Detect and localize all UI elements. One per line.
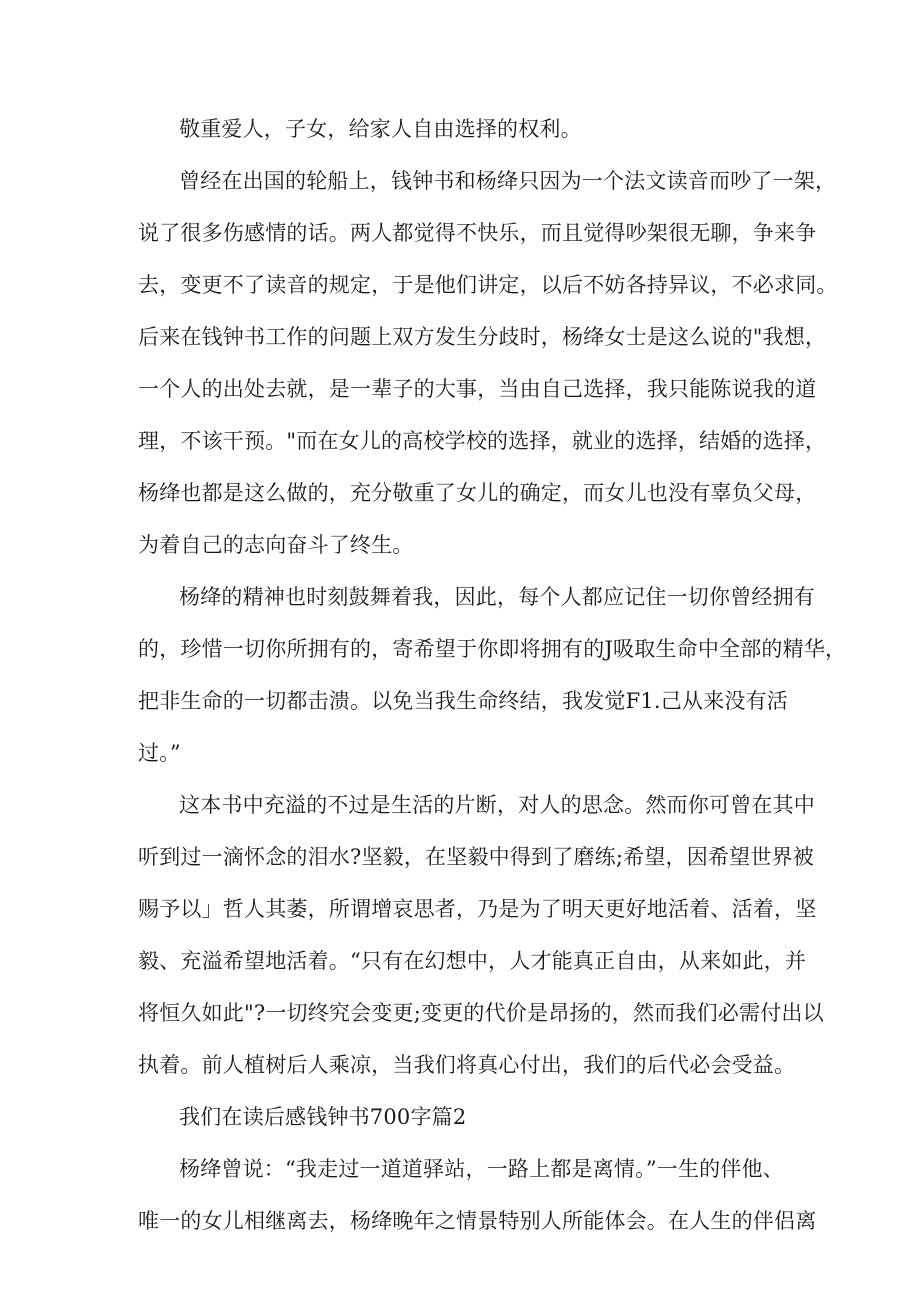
section-heading: 我们在读后感钱钟书700字篇2	[179, 1105, 467, 1129]
text-line: 杨绛曾说：“我走过一道道驿站，一路上都是离情。”一生的伴他、	[179, 1157, 784, 1181]
text-line: 理，不该干预。"而在女儿的高校学校的选择，就业的选择，结婚的选择，	[138, 429, 827, 453]
text-line: 杨绛的精神也时刻鼓舞着我，因此，每个人都应记住一切你曾经拥有	[179, 585, 815, 609]
text-line: 后来在钱钟书工作的问题上双方发生分歧时，杨绛女士是这么说的"我想，	[138, 325, 827, 349]
text-line: 过。”	[138, 741, 181, 765]
text-line: 听到过一滴怀念的泪水?坚毅，在坚毅中得到了磨练;希望，因希望世界被	[138, 845, 814, 869]
text-line: 说了很多伤感情的话。两人都觉得不快乐，而且觉得吵架很无聊，争来争	[138, 221, 817, 245]
text-line: 毅、充溢希望地活着。“只有在幻想中，人才能真正自由，从来如此，并	[138, 949, 807, 973]
text-line: 执着。前人植树后人乘凉，当我们将真心付出，我们的后代必会受益。	[138, 1053, 796, 1077]
text-line: 这本书中充溢的不过是生活的片断，对人的思念。然而你可曾在其中	[179, 793, 815, 817]
text-line: 的，珍惜一切你所拥有的，寄希望于你即将拥有的J吸取生命中全部的精华，	[138, 637, 847, 661]
text-line: 赐予以」哲人其萎，所谓增哀思者，乃是为了明天更好地活着、活着，坚	[138, 897, 817, 921]
text-line: 杨绛也都是这么做的，充分敬重了女儿的确定，而女儿也没有辜负父母，	[138, 481, 817, 505]
text-line: 曾经在出国的轮船上，钱钟书和杨绛只因为一个法文读音而吵了一架，	[179, 169, 837, 193]
text-line: 敬重爱人，子女，给家人自由选择的权利。	[179, 117, 582, 141]
text-line: 去，变更不了读音的规定，于是他们讲定，以后不妨各持异议，不必求同。	[138, 273, 838, 297]
text-line: 为着自己的志向奋斗了终生。	[138, 533, 414, 557]
text-line: 唯一的女儿相继离去，杨绛晚年之情景特别人所能体会。在人生的伴侣离	[138, 1209, 817, 1233]
text-line: 将恒久如此"?一切终究会变更;变更的代价是昂扬的，然而我们必需付出以	[138, 1001, 824, 1025]
text-line: 一个人的出处去就，是一辈子的大事，当由自己选择，我只能陈说我的道	[138, 377, 817, 401]
text-line: 把非生命的一切都击溃。以免当我生命终结，我发觉F1.己从来没有活	[138, 689, 789, 713]
